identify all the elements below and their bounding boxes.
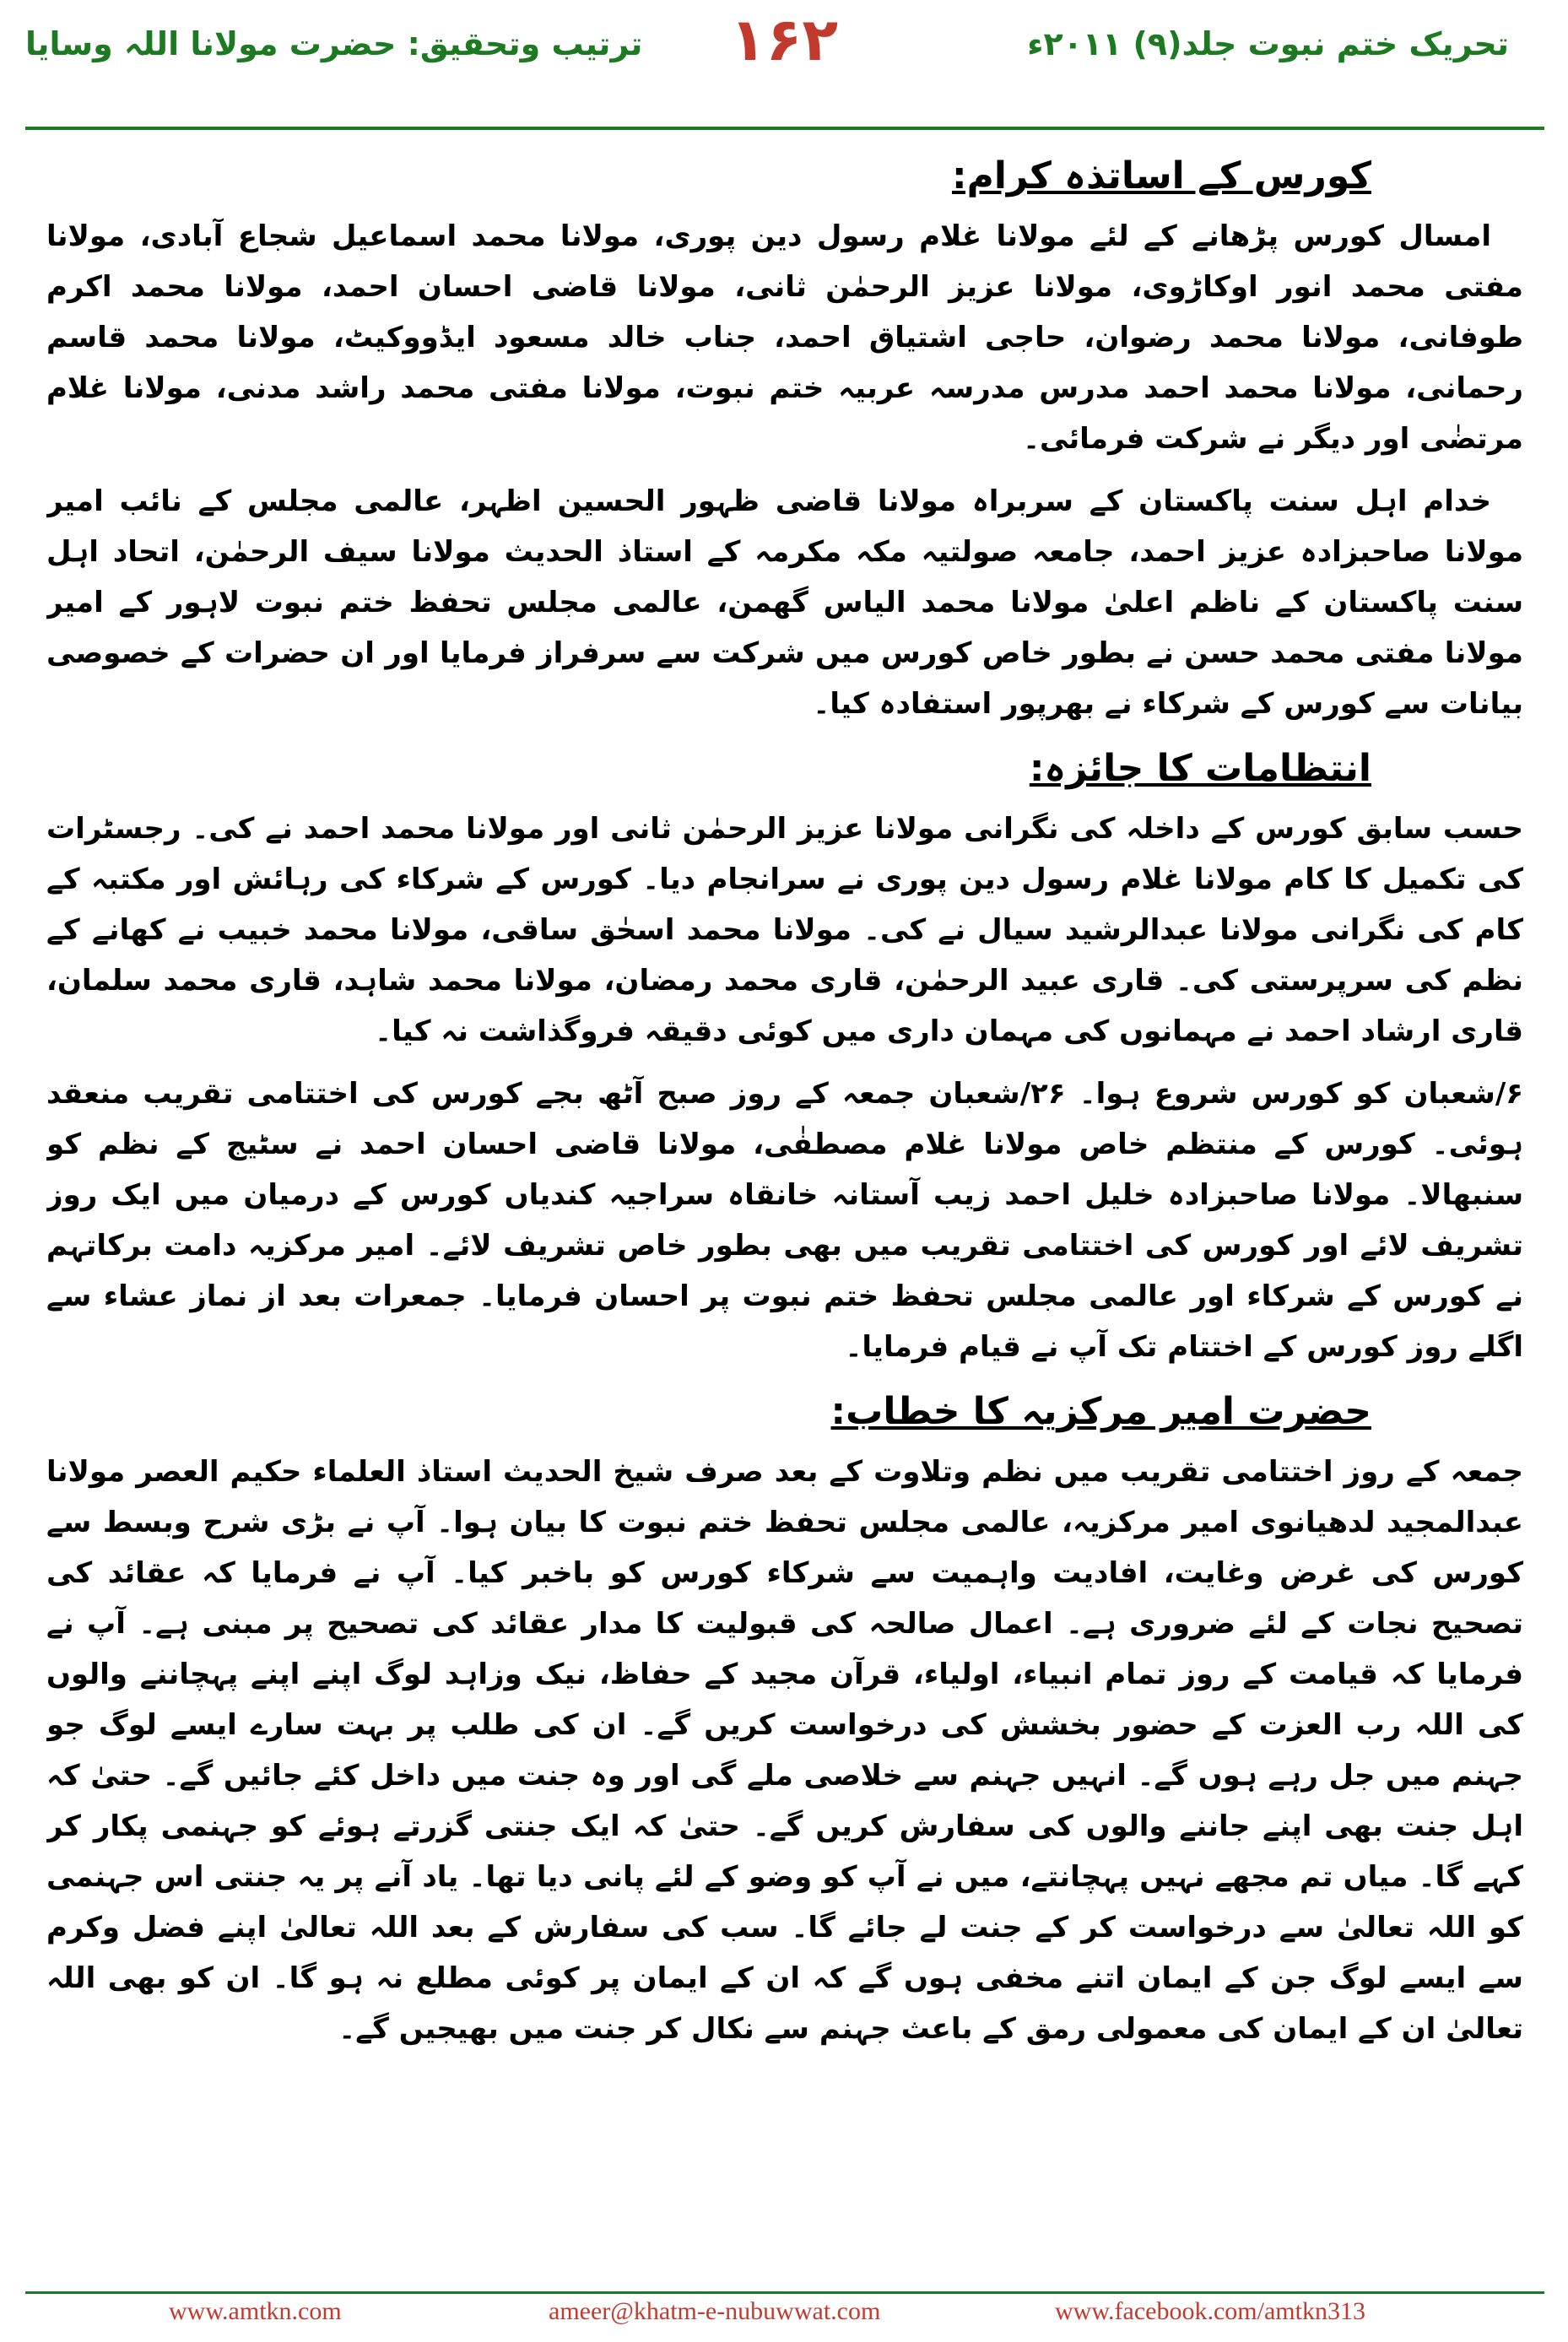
section-heading: حضرت امیر مرکزیہ کا خطاب: — [830, 1390, 1371, 1433]
compiler-credit: ترتیب وتحقیق: حضرت مولانا اللہ وسایا — [25, 25, 643, 62]
paragraph: خدام اہل سنت پاکستان کے سربراہ مولانا قاضی ظہور الحسین اظہر، عالمی مجلس کے نائب امیر مولانا صاحبزادہ عزیز احمد، جامعہ صولتیہ مکہ مکرمہ کے استاذ الحدیث مولانا سیف الرحمٰن، اتحاد اہل سنت پاکستان کے ناظم اعلیٰ مولانا محمد الیاس گھمن، عالمی مجلس تحفظ ختم نبوت لاہور کے امیر مولانا مفتی محمد حسن نے بطور خاص کورس میں شرکت سے سرفراز فرمایا اور ان حضرات کے خصوصی بیانات سے کورس کے شرکاء نے بھرپور استفادہ کیا۔ — [46, 484, 1523, 721]
page-number: ۱۶۲ — [729, 5, 839, 74]
paragraph: ۶/شعبان کو کورس شروع ہوا۔ ۲۶/شعبان جمعہ کے روز صبح آٹھ بجے کورس کی اختتامی تقریب منعقد ہوئی۔ کورس کے منتظم خاص مولانا غلام مصطفٰی، مولانا قاضی احسان احمد نے سٹیج کے نظم کو سنبھالا۔ مولانا صاحبزادہ خلیل احمد زیب آستانہ خانقاہ سراجیہ کندیاں کورس کے درمیان میں ایک روز تشریف لائے اور کورس کی اختتامی تقریب میں بھی بطور خاص تشریف لائے۔ امیر مرکزیہ دامت برکاتہم نے کورس کے شرکاء اور عالمی مجلس تحفظ ختم نبوت پر احسان فرمایا۔ جمعرات بعد از نماز عشاء سے اگلے روز کورس کے اختتام تک آپ نے قیام فرمایا۔ — [46, 1077, 1523, 1364]
section-heading: انتظامات کا جائزہ: — [1029, 747, 1371, 790]
footer-divider — [25, 2291, 1544, 2294]
email-link[interactable]: ameer@khatm-e-nubuwwat.com — [549, 2297, 881, 2325]
facebook-link[interactable]: www.facebook.com/amtkn313 — [1055, 2297, 1365, 2325]
book-title: تحریک ختم نبوت جلد(۹) ۲۰۱۱ء — [1027, 25, 1509, 62]
website-link[interactable]: www.amtkn.com — [169, 2297, 342, 2325]
paragraph: جمعہ کے روز اختتامی تقریب میں نظم وتلاوت کے بعد صرف شیخ الحدیث استاذ العلماء حکیم العصر مولانا عبدالمجید لدھیانوی امیر مرکزیہ، عالمی مجلس تحفظ ختم نبوت کا بیان ہوا۔ آپ نے بڑی شرح وبسط سے کورس کی غرض وغایت، افادیت واہمیت سے شرکاء کورس کو باخبر کیا۔ آپ نے فرمایا کہ عقائد کی تصحیح نجات کے لئے ضروری ہے۔ اعمال صالحہ کی قبولیت کا مدار عقائد کی تصحیح پر مبنی ہے۔ آپ نے فرمایا کہ قیامت کے روز تمام انبیاء، اولیاء، قرآن مجید کے حفاظ، نیک وزاہد لوگ اپنے اپنے پہچاننے والوں کی اللہ رب العزت کے حضور بخشش کی درخواست کریں گے۔ ان کی طلب پر بہت سارے ایسے لوگ جو جہنم میں جل رہے ہوں گے۔ انہیں جہنم سے خلاصی ملے گی اور وہ جنت میں داخل کئے جائیں گے۔ حتیٰ کہ اہل جنت بھی اپنے جاننے والوں کی سفارش کریں گے۔ حتیٰ کہ ایک جنتی گزرتے ہوئے کو جہنمی پکار کر کہے گا۔ میاں تم مجھے نہیں پہچانتے، میں نے آپ کو وضو کے لئے پانی دیا تھا۔ یاد آنے پر یہ جنتی اس جہنمی کو اللہ تعالیٰ سے درخواست کر کے جنت لے جائے گا۔ سب کی سفارش کے بعد اللہ تعالیٰ اپنے فضل وکرم سے ایسے لوگ جن کے ایمان اتنے مخفی ہوں گے کہ ان کے ایمان پر کوئی مطلع نہ ہو گا۔ ان کو بھی اللہ تعالیٰ ان کے ایمان کی معمولی رمق کے باعث جہنم سے نکال کر جنت میں بھیجیں گے۔ — [46, 1455, 1523, 2046]
header-divider — [25, 127, 1544, 130]
paragraph: حسب سابق کورس کے داخلہ کی نگرانی مولانا عزیز الرحمٰن ثانی اور مولانا محمد احمد نے کی۔ رجسٹرات کی تکمیل کا کام مولانا غلام رسول دین پوری نے سرانجام دیا۔ کورس کے شرکاء کی رہائش اور مکتبہ کے کام کی نگرانی مولانا عبدالرشید سیال نے کی۔ مولانا محمد اسحٰق ساقی، مولانا محمد خبیب نے کھانے کے نظم کی سرپرستی کی۔ قاری عبید الرحمٰن، قاری محمد رمضان، مولانا محمد شاہد، قاری محمد سلمان، قاری ارشاد احمد نے مہمانوں کی مہمان داری میں کوئی دقیقہ فروگذاشت نہ کیا۔ — [46, 812, 1523, 1048]
page-header — [0, 0, 1568, 127]
page-body — [46, 143, 1523, 2127]
paragraph: امسال کورس پڑھانے کے لئے مولانا غلام رسول دین پوری، مولانا محمد اسماعیل شجاع آبادی، مولانا مفتی محمد انور اوکاڑوی، مولانا عزیز الرحمٰن ثانی، مولانا قاضی احسان احمد، مولانا محمد اکرم طوفانی، مولانا محمد رضوان، حاجی اشتیاق احمد، جناب خالد مسعود ایڈووکیٹ، مولانا محمد قاسم رحمانی، مولانا محمد احمد مدرس مدرسہ عربیہ ختم نبوت، مولانا مفتی محمد راشد مدنی، مولانا غلام مرتضٰی اور دیگر نے شرکت فرمائی۔ — [46, 219, 1523, 456]
section-heading: کورس کے اساتذہ کرام: — [951, 154, 1371, 197]
